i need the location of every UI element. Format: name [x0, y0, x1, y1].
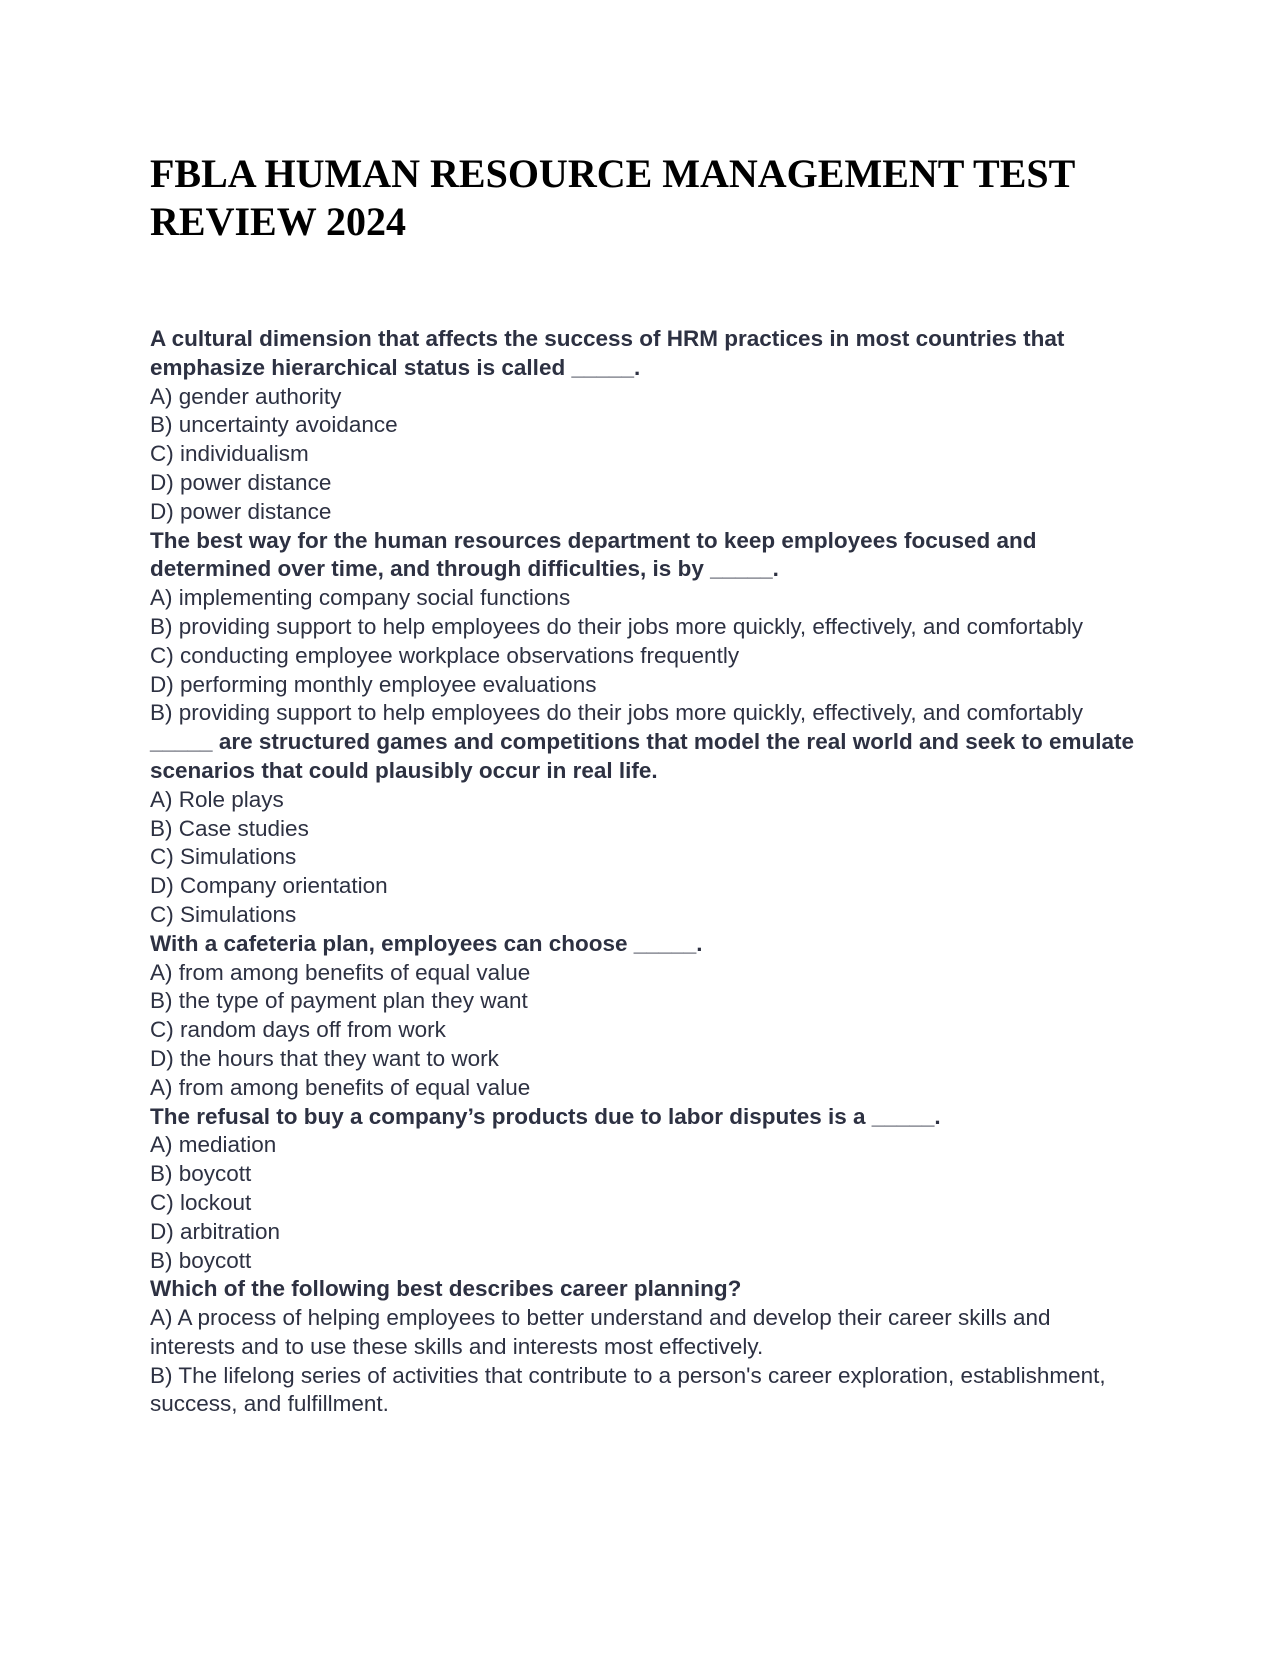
answer-option: B) the type of payment plan they want — [150, 988, 528, 1014]
answer-option: B) providing support to help employees do their jobs more quickly, effectively, and comfortably — [150, 613, 1083, 639]
answer-option: A) Role plays — [150, 786, 284, 812]
answer-option: B) The lifelong series of activities that contribute to a person's career exploration, establishment, success, and fulfillment. — [150, 1362, 1106, 1417]
answer-option: D) performing monthly employee evaluations — [150, 671, 597, 697]
answer-option: D) power distance — [150, 469, 332, 495]
answer-option: B) uncertainty avoidance — [150, 412, 398, 438]
correct-answer: B) boycott — [150, 1247, 252, 1273]
answer-option: A) from among benefits of equal value — [150, 959, 531, 985]
answer-option: A) gender authority — [150, 383, 342, 409]
question-text: Which of the following best describes career planning? — [150, 1276, 742, 1302]
answer-option: B) Case studies — [150, 815, 309, 841]
answer-option: A) implementing company social functions — [150, 585, 571, 611]
question-text: _____ are structured games and competitions that model the real world and seek to emulate scenarios that could plausibly occur in real life. — [150, 729, 1135, 783]
question-3 — [150, 728, 1135, 930]
question-text: The best way for the human resources department to keep employees focused and determined over time, and through difficulties, is by _____. — [150, 527, 1037, 582]
answer-option: C) conducting employee workplace observations frequently — [150, 642, 740, 668]
correct-answer: C) Simulations — [150, 901, 297, 927]
question-text: A cultural dimension that affects the success of HRM practices in most countries that emphasize hierarchical status is called _____. — [150, 326, 1065, 380]
question-text: With a cafeteria plan, employees can choose _____. — [150, 930, 703, 956]
question-text: The refusal to buy a company’s products due to labor disputes is a _____. — [150, 1103, 941, 1129]
answer-option: D) the hours that they want to work — [150, 1045, 499, 1071]
correct-answer: B) providing support to help employees do their jobs more quickly, effectively, and comfortably — [150, 700, 1083, 726]
question-6 — [150, 1275, 1135, 1419]
question-5 — [150, 1103, 1135, 1276]
answer-option: C) individualism — [150, 441, 309, 467]
answer-option: A) A process of helping employees to better understand and develop their career skills and interests and to use these skills and interests most effectively. — [150, 1305, 1051, 1359]
answer-option: C) random days off from work — [150, 1017, 446, 1043]
answer-option: B) boycott — [150, 1161, 252, 1187]
answer-option: C) Simulations — [150, 844, 297, 870]
document-title: FBLA HUMAN RESOURCE MANAGEMENT TEST REVIEW 2024 — [150, 151, 1075, 244]
answer-option: D) arbitration — [150, 1218, 281, 1244]
correct-answer: A) from among benefits of equal value — [150, 1074, 531, 1100]
question-2 — [150, 527, 1135, 729]
answer-option: C) lockout — [150, 1189, 252, 1215]
correct-answer: D) power distance — [150, 498, 332, 524]
question-list — [150, 325, 1135, 1419]
document-page — [150, 150, 1135, 1419]
answer-option: D) Company orientation — [150, 873, 388, 899]
question-4 — [150, 930, 1135, 1103]
answer-option: A) mediation — [150, 1132, 277, 1158]
question-1 — [150, 325, 1135, 527]
